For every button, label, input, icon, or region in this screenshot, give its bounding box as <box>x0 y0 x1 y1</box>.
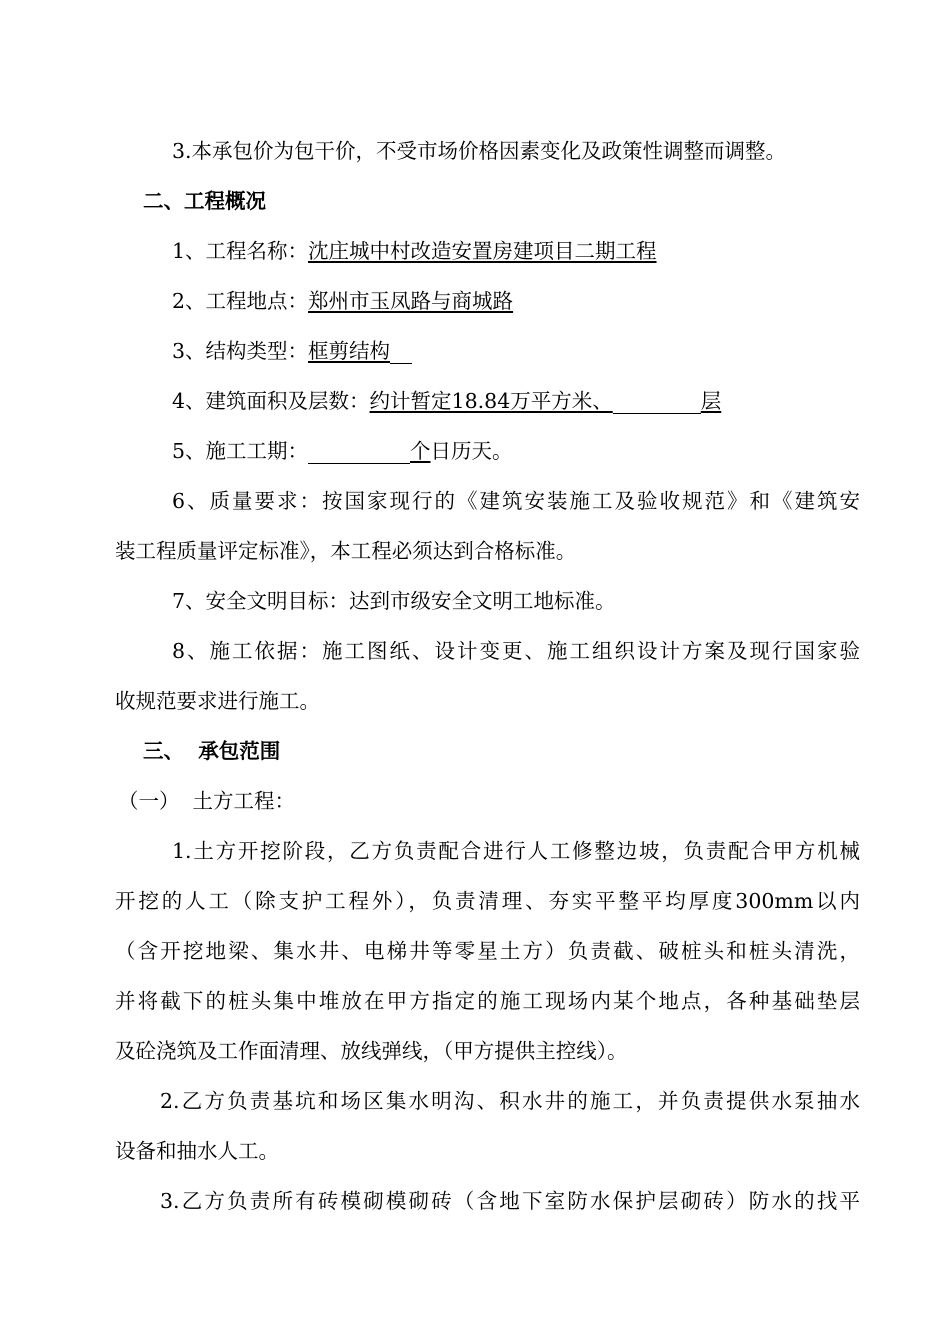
item-basis-line1: 8、施工依据：施工图纸、设计变更、施工组织设计方案及现行国家验 <box>172 639 860 663</box>
earthwork-p1-line4: 并将截下的桩头集中堆放在甲方指定的施工现场内某个地点，各种基础垫层 <box>115 989 860 1013</box>
item-label: 5、施工工期： <box>172 439 309 463</box>
earthwork-p2-line1: 2.乙方负责基坑和场区集水明沟、积水井的施工，并负责提供水泵抽水 <box>160 1089 860 1113</box>
item-project-name <box>172 238 657 264</box>
earthwork-p1-line5: 及砼浇筑及工作面清理、放线弹线，（甲方提供主控线）。 <box>115 1039 628 1063</box>
paragraph-price-clause: 3.本承包价为包干价，不受市场价格因素变化及政策性调整而调整。 <box>172 139 787 163</box>
item-value: 郑州市玉凤路与商城路 <box>308 289 514 313</box>
earthwork-p1-line2: 开挖的人工（除支护工程外），负责清理、夯实平整平均厚度300mm以内 <box>115 889 860 913</box>
section-title-scope: 三、 承包范围 <box>143 739 281 763</box>
item-label: 4、建筑面积及层数： <box>172 389 370 413</box>
item-label: 3、结构类型： <box>172 339 309 363</box>
earthwork-p1-line3: （含开挖地梁、集水井、电梯井等零星土方）负责截、破桩头和桩头清洗， <box>115 939 860 963</box>
blank-underline <box>613 391 701 414</box>
item-basis-line2: 收规范要求进行施工。 <box>115 689 320 713</box>
item-value: 框剪结构 <box>308 339 391 363</box>
item-value: 约计暂定18.84万平方米、 <box>369 389 613 413</box>
earthwork-p2-line2: 设备和抽水人工。 <box>115 1139 279 1163</box>
section-title-project-overview: 二、工程概况 <box>143 189 266 213</box>
subsection-title-earthwork: （一） 土方工程： <box>118 789 296 813</box>
earthwork-p3-line1: 3.乙方负责所有砖模砌模砌砖（含地下室防水保护层砌砖）防水的找平 <box>160 1189 860 1213</box>
item-floor-area <box>172 388 721 414</box>
item-suffix: 日历天。 <box>430 439 513 463</box>
blank-underline <box>390 341 412 364</box>
item-safety-target: 7、安全文明目标：达到市级安全文明工地标准。 <box>172 589 616 613</box>
item-quality-line1: 6、质量要求：按国家现行的《建筑安装施工及验收规范》和《建筑安 <box>172 489 860 513</box>
item-label: 2、工程地点： <box>172 289 309 313</box>
item-project-location <box>172 288 513 314</box>
item-quality-line2: 装工程质量评定标准》，本工程必须达到合格标准。 <box>115 539 577 563</box>
item-suffix: 层 <box>700 389 722 413</box>
item-label: 1、工程名称： <box>172 239 309 263</box>
item-structure-type <box>172 338 412 364</box>
item-value: 个 <box>410 439 431 463</box>
item-construction-period <box>172 438 513 464</box>
blank-underline <box>308 441 410 464</box>
item-value: 沈庄城中村改造安置房建项目二期工程 <box>308 239 657 263</box>
earthwork-p1-line1: 1.土方开挖阶段，乙方负责配合进行人工修整边坡，负责配合甲方机械 <box>172 839 860 863</box>
